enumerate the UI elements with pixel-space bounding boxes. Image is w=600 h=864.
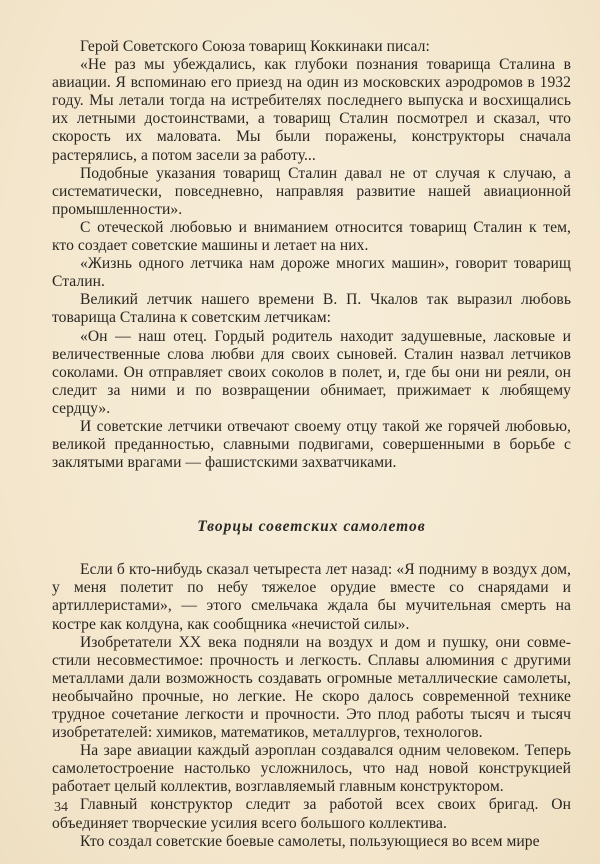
book-page — [52, 38, 571, 851]
paragraph: Изобретатели XX века подняли на воздух и дом и пушку, они совместили несовместимое: прочность и легкость. Сплавы алюминия с другими металлами дали возможность создавать огромные металлические самолеты, необычайно прочные, но легкие. Не скоро далось современной технике трудное сочетание легкости и прочности. Это плод работы тысяч и тысяч изобретателей: химиков, математиков, металлургов, технологов. — [52, 633, 571, 742]
paragraph: И советские летчики отвечают своему отцу такой же горячей любовью, великой преданностью, славными подвигами, совершенными в борьбе с заклятыми врагами — фашистскими захватчиками. — [52, 417, 571, 472]
paragraph: Подобные указания товарищ Сталин давал не от случая к случаю, а систематически, повседневно, направляя развитие нашей авиационной промышленности». — [52, 164, 571, 218]
paragraph: На заре авиации каждый аэроплан создавался одним человеком. Теперь самолетостроение настолько усложнилось, что над новой конструкцией работает целый коллектив, возглавляемый главным конструктором. — [52, 742, 571, 796]
paragraph: С отеческой любовью и вниманием относится товарищ Сталин к тем, кто создает советские машины и летает на них. — [52, 218, 571, 255]
paragraph-quote: «Жизнь одного летчика нам дороже многих машин», говорит товарищ Сталин. — [52, 255, 571, 291]
paragraph: Герой Советского Союза товарищ Коккинаки писал: — [80, 38, 430, 55]
paragraph: Если б кто-нибудь сказал четыреста лет назад: «Я подниму в воздух дом, у меня полетит по небу тяжелое орудие вместе со снарядами и артиллеристами», — этого смельчака ждала бы мучительная смерть на костре как колдуна, как сообщника «нечистой силы». — [52, 561, 571, 633]
paragraph-quote-chkalov: «Он — наш отец. Гордый родитель находит задушевные, ласковые и величественные слова любви для своих сыновей. Сталин назвал летчиков соколами. Он отправляет своих соколов в полет, и, где бы они ни реяли, он следит за ними и по возвращении обнимает, прижимает к любящему сердцу». — [52, 327, 571, 417]
paragraph: Кто создал советские боевые самолеты, пользующиеся во всем мире — [80, 832, 540, 850]
page-number: 34 — [54, 800, 68, 815]
paragraph: Главный конструктор следит за работой всех своих бригад. Он объединяет творческие усилия всего большого коллектива. — [52, 796, 571, 832]
section-heading: Творцы советских самолетов — [197, 518, 426, 536]
paragraph-quote-kokkinaki: «Не раз мы убеждались, как глубоки познания товарища Сталина в авиации. Я вспоминаю его приезд на один из московских аэродромов в 1932 году. Мы летали тогда на истребителях последнего выпуска и восхищались их летными достоинствами, а товарищ Сталин посмотрел и сказал, что скорость их маловата. Мы были поражены, конструкторы сначала растерялись, а потом засели за работу... — [52, 56, 571, 164]
paragraph: Великий летчик нашего времени В. П. Чкалов так выразил любовь товарища Сталина к советским летчикам: — [52, 291, 571, 327]
